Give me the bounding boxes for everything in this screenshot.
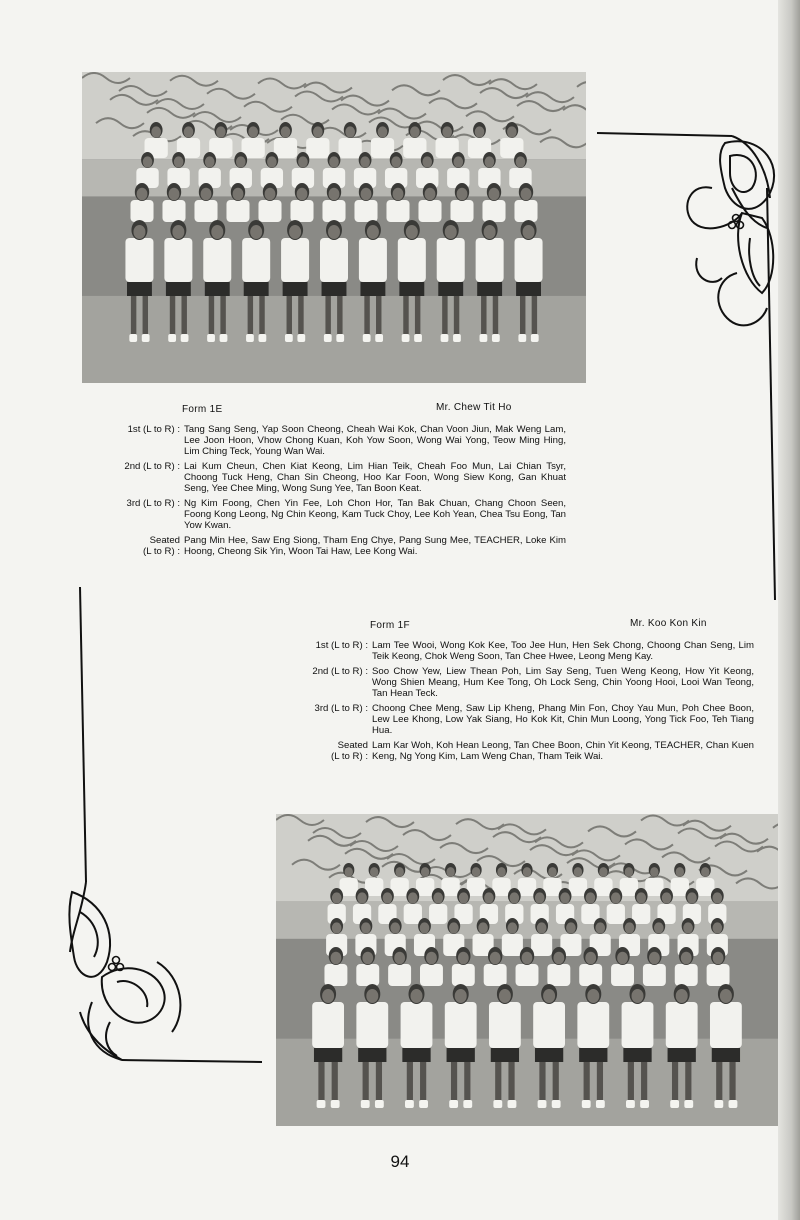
form-1f-class-photo [276,814,778,1126]
row-names: Lam Tee Wooi, Wong Kok Kee, Too Jee Hun, Hen Sek Chong, Choong Chan Seng, Lim Teik Keong, Chok Weng Soon, Tan Chee Hwee, Leong Meng Kay. [372,640,754,662]
form-1e-row-3rd [104,498,566,531]
row-names: Pang Min Hee, Saw Eng Siong, Tham Eng Chye, Pang Sung Mee, TEACHER, Loke Kim Hoong, Cheong Sik Yin, Woon Tai Haw, Lee Kong Wai. [184,535,566,557]
form-1f-name-list [288,640,754,766]
row-label: 2nd (L to R) : [312,666,368,677]
floral-corner-ornament-bottom-left [62,582,272,1072]
row-names: Ng Kim Foong, Chen Yin Fee, Loh Chon Hor, Tan Bak Chuan, Chang Choon Seen, Foong Kong Leong, Ng Chin Keong, Kam Tuck Choy, Lee Koh Yean, Chea Tsu Eong, Tan Yow Kwan. [184,498,566,531]
form-1f-title: Form 1F [370,620,410,631]
row-names: Lam Kar Woh, Koh Hean Leong, Tan Chee Boon, Chin Yit Keong, TEACHER, Chan Kuen Keng, Ng Yong Kim, Lam Weng Chan, Tham Teik Wai. [372,740,754,762]
row-label: 3rd (L to R) : [314,703,368,714]
page-number: 94 [390,1152,410,1171]
row-names: Lai Kum Cheun, Chen Kiat Keong, Lim Hian Teik, Cheah Foo Mun, Lai Chian Tsyr, Choong Tuck Heng, Chan Sin Cheong, Hoo Kar Foon, Wong Siew Kong, Gan Khuat Seng, Yee Chee Ming, Wong Sung Yee, Tan Boon Keat. [184,461,566,494]
form-1f-row-seated [288,740,754,762]
row-label: 2nd (L to R) : [124,461,180,472]
row-label: 1st (L to R) : [315,640,368,651]
row-names: Soo Chow Yew, Liew Thean Poh, Lim Say Seng, Tuen Weng Keong, How Yit Keong, Wong Shien Meang, Hum Kee Tong, Oh Lock Seng, Chin Yoong Hooi, Looi Wan Teong, Tan Hean Teck. [372,666,754,699]
form-1e-name-list [104,424,566,561]
form-1f-teacher: Mr. Koo Kon Kin [630,618,707,629]
form-1e-title: Form 1E [182,404,223,415]
form-1e-row-2nd [104,461,566,494]
row-label: Seated (L to R) : [143,535,180,557]
form-1e-row-seated [104,535,566,557]
form-1f-row-2nd [288,666,754,699]
row-names: Tang Sang Seng, Yap Soon Cheong, Cheah Wai Kok, Chan Voon Jiun, Mak Weng Lam, Lee Joon Hoon, Vhow Chong Kuan, Koh Yow Soon, Wong Wai Yong, Teow Ming Hing, Lim Ching Teck, Young Wan Wai. [184,424,566,457]
row-label: 1st (L to R) : [127,424,180,435]
row-label: 3rd (L to R) : [126,498,180,509]
form-1f-row-1st [288,640,754,662]
form-1e-class-photo [82,72,586,383]
row-label: Seated (L to R) : [331,740,368,762]
form-1f-row-3rd [288,703,754,736]
floral-corner-ornament-top-right [592,128,782,608]
form-1e-teacher: Mr. Chew Tit Ho [436,402,512,413]
form-1e-row-1st [104,424,566,457]
row-names: Choong Chee Meng, Saw Lip Kheng, Phang Min Fon, Choy Yau Mun, Poh Chee Boon, Lew Lee Khong, Low Yak Siang, Ho Kok Kit, Chin Mun Loong, Yong Tick Foo, Teh Tiang Hua. [372,703,754,736]
